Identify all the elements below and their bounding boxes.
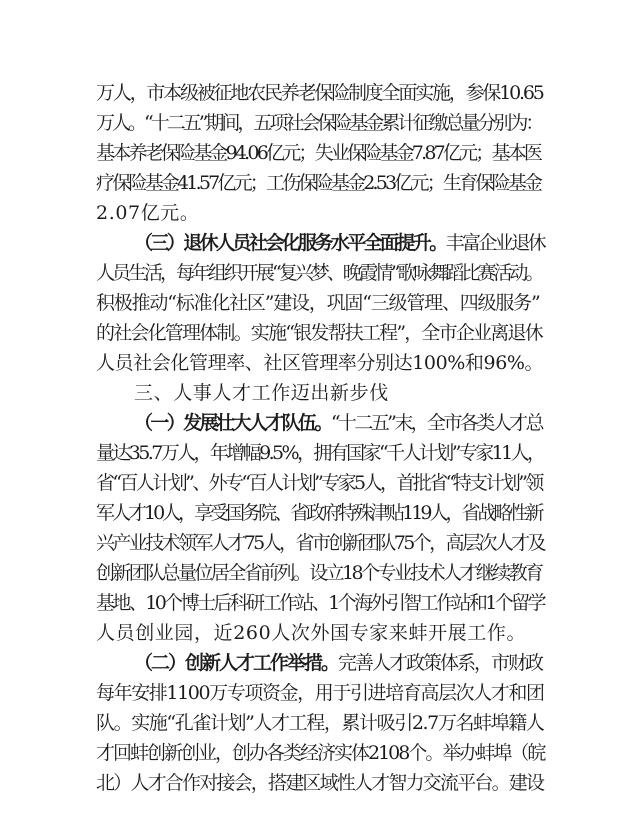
paragraph-heading: （三）退休人员社会化服务水平全面提升。 [134,232,446,254]
paragraph-text: 完善人才政策体系，市财政 [338,652,543,674]
text-line: 量达35.7万人，年增幅9.5%，拥有国家“千人计划”专家11人， [96,442,544,464]
text-line: 基本养老保险基金94.06亿元；失业保险基金7.87亿元；基本医 [96,142,541,164]
text-line: 军人才10人，享受国务院、省政府特殊津贴119人，省战略性新 [96,502,542,524]
text-line: 基地、10个博士后科研工作站、1个海外引智工作站和1个留学 [96,592,544,614]
text-line: 省“百人计划”、外专“百人计划”专家5人，首批省“特支计划”领 [96,472,542,494]
section-title: 三、人事人才工作迈出新步伐 [134,382,389,404]
text-line: 才回蚌创新创业，创办各类经济实体2108个。举办蚌埠（皖 [96,742,545,764]
text-line: 2.07亿元。 [96,202,200,224]
text-line: 人员创业园，近260人次外国专家来蚌开展工作。 [96,622,527,644]
paragraph-first-line [134,651,542,675]
paragraph-text: “十二五”末，全市各类人才总 [330,412,542,434]
text-line: 万人，市本级被征地农民养老保险制度全面实施，参保10.65 [96,82,543,104]
paragraph-text: 丰富企业退休 [445,232,545,254]
paragraph-heading: （二）创新人才工作举措。 [134,652,339,674]
text-line: 人员社会化管理率、社区管理率分别达100%和96%。 [96,352,544,374]
text-line: 万人。“十二五”期间，五项社会保险基金累计征缴总量分别为： [96,112,542,134]
text-line: 队。实施“孔雀计划”人才工程，累计吸引2.7万名蚌埠籍人 [96,712,544,734]
text-line: 积极推动“标准化社区”建设，巩固“三级管理、四级服务” [96,292,540,314]
paragraph-heading: （一）发展壮大人才队伍。 [134,412,331,434]
text-line: 兴产业技术领军人才75人，省市创新团队75个，高层次人才及 [96,532,544,554]
text-line: 的社会化管理体制。实施“银发帮扶工程”，全市企业离退休 [96,322,542,344]
paragraph-first-line [134,411,542,435]
text-line: 创新团队总量位居全省前列。设立18个专业技术人才继续教育 [96,562,542,584]
text-line: 疗保险基金41.57亿元；工伤保险基金2.53亿元；生育保险基金 [96,172,541,194]
text-line: 人员生活，每年组织开展“复兴梦、晚霞情”歌咏舞蹈比赛活动。 [96,262,542,284]
text-line: 每年安排1100万专项资金，用于引进培育高层次人才和团 [96,682,544,704]
text-line: 北）人才合作对接会，搭建区域性人才智力交流平台。建设 [96,772,544,794]
paragraph-first-line [134,231,544,255]
